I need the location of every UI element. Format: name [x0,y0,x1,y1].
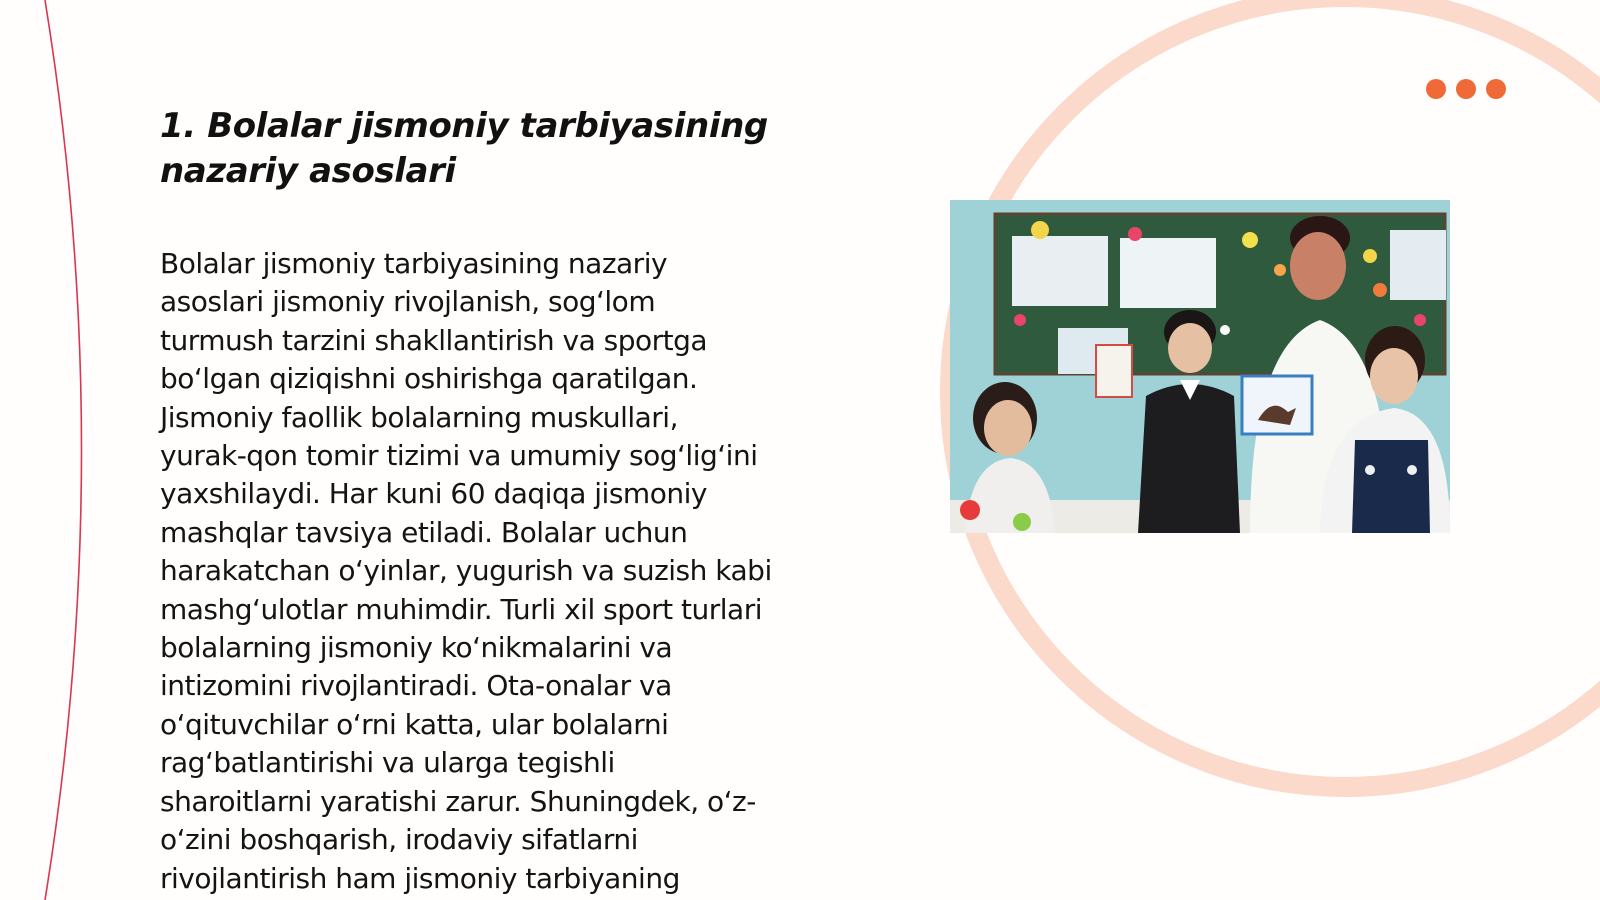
body-paragraph: Bolalar jismoniy tarbiyasining nazariy asoslari jismoniy rivojlanish, sog‘lom turmush tarzini shakllantirish va sportga bo‘lgan qiziqishni oshirishga qaratilgan. Jismoniy faollik bolalarning muskullari, yurak-qon tomir tizimi va umumiy sog‘lig‘ini yaxshilaydi. Har kuni 60 daqiqa jismoniy mashqlar tavsiya etiladi. Bolalar uchun harakatchan o‘yinlar, yugurish va suzish kabi mashg‘ulotlar muhimdir. Turli xil sport turlari bolalarning jismoniy ko‘nikmalarini va intizomini rivojlantiradi. Ota-onalar va o‘qituvchilar o‘rni katta, ular bolalarni rag‘batlantirishi va ularga tegishli sharoitlarni yaratishi zarur. Shuningdek, o‘z- o‘zini boshqarish, irodaviy sifatlarni rivojlantirish ham jismoniy tarbiyaning [160,247,772,895]
dot-1 [1426,79,1446,99]
board-picture [1012,236,1108,306]
board-picture [1120,238,1216,308]
classroom-photo [950,200,1450,533]
dot-2 [1456,79,1476,99]
left-curve-line [45,0,82,900]
board-picture [1390,230,1446,300]
slide-title: 1. Bolalar jismoniy tarbiyasining nazariy asoslari [160,106,768,191]
three-dots-icon [1426,79,1506,99]
dot-3 [1486,79,1506,99]
